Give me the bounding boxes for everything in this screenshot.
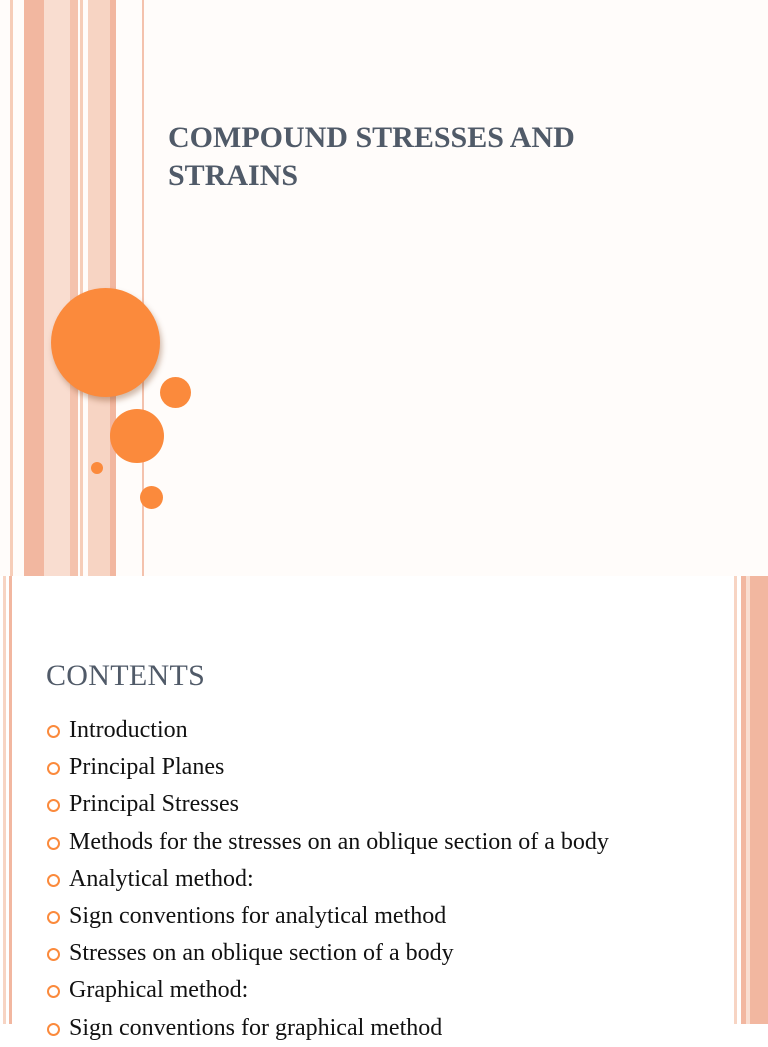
list-item — [46, 972, 609, 1009]
decorative-stripe — [734, 576, 737, 1024]
decorative-stripe — [750, 576, 768, 1024]
decorative-circle — [160, 377, 191, 408]
list-item-label: Analytical method: — [69, 865, 254, 892]
decorative-circle-large — [51, 288, 160, 397]
list-item-label: Principal Stresses — [69, 791, 239, 818]
circle-bullet-icon — [47, 985, 60, 998]
list-item-label: Stresses on an oblique section of a body — [69, 940, 454, 967]
list-item-label: Sign conventions for graphical method — [69, 1014, 443, 1041]
list-item — [46, 824, 609, 861]
list-item-label: Introduction — [69, 717, 188, 743]
list-item — [46, 712, 609, 749]
circle-bullet-icon — [47, 762, 60, 775]
list-item-label: Graphical method: — [69, 977, 249, 1004]
decorative-circle — [140, 486, 163, 509]
decorative-stripe — [3, 576, 6, 1024]
contents-heading: CONTENTS — [46, 659, 206, 692]
title-line-2: STRAINS — [168, 159, 299, 192]
circle-bullet-icon — [47, 911, 60, 924]
list-item — [46, 861, 609, 898]
circle-bullet-icon — [47, 874, 60, 887]
list-item-label: Sign conventions for analytical method — [69, 902, 447, 929]
title-line-1: COMPOUND STRESSES AND — [168, 121, 575, 154]
list-item — [46, 1010, 609, 1047]
slide-title — [168, 119, 638, 195]
circle-bullet-icon — [47, 948, 60, 961]
list-item-label: Principal Planes — [69, 754, 225, 781]
circle-bullet-icon — [47, 799, 60, 812]
decorative-circle — [91, 462, 103, 474]
decorative-stripe — [80, 0, 83, 576]
decorative-stripe — [70, 0, 78, 576]
circle-bullet-icon — [47, 725, 60, 738]
contents-slide — [0, 576, 768, 1041]
decorative-circle — [110, 409, 164, 463]
list-item — [46, 749, 609, 786]
decorative-stripe — [24, 0, 44, 576]
list-item — [46, 935, 609, 972]
contents-list — [46, 712, 609, 1047]
decorative-stripe — [44, 0, 70, 576]
decorative-stripe — [9, 576, 12, 1024]
list-item — [46, 786, 609, 823]
list-item — [46, 898, 609, 935]
circle-bullet-icon — [47, 1023, 60, 1036]
circle-bullet-icon — [47, 837, 60, 850]
list-item-label: Methods for the stresses on an oblique section of a body — [69, 828, 609, 855]
decorative-stripe — [10, 0, 13, 576]
